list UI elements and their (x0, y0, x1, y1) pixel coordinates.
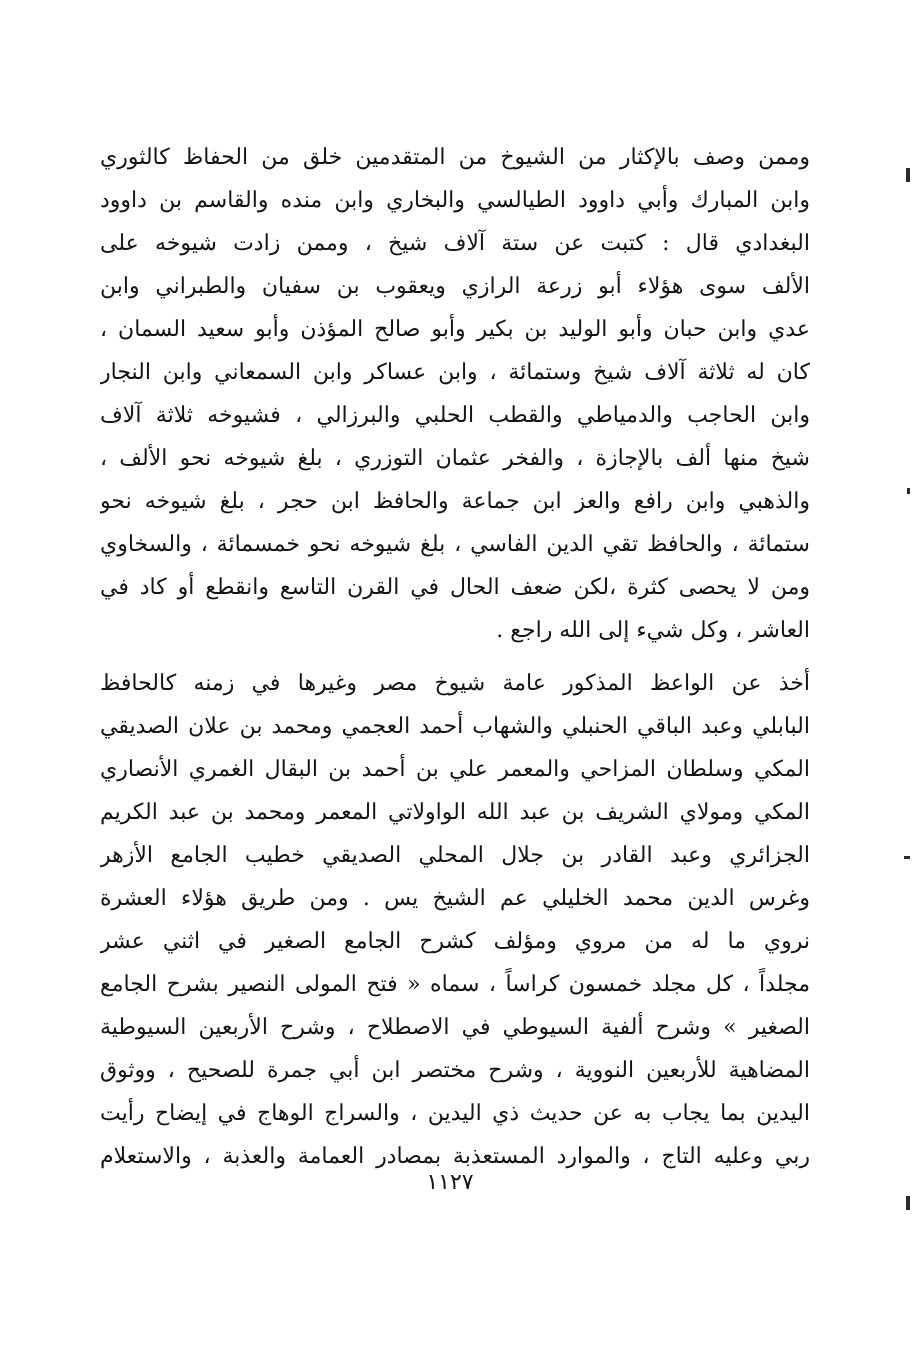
text-line: وممن وصف بالإكثار من الشيوخ من المتقدمين خلق من الحفاظ كالثوري (100, 145, 810, 170)
text-line: البغدادي قال : كتبت عن ستة آلاف شيخ ، وممن زادت شيوخه على (100, 231, 810, 256)
text-line: ربي وعليه التاج ، والموارد المستعذبة بمصادر العمامة والعذبة ، والاستعلام (100, 1144, 810, 1169)
text-line: الجزائري وعبد القادر بن جلال المحلي الصديقي خطيب الجامع الأزهر (100, 843, 810, 868)
text-line: وابن المبارك وأبي داوود الطيالسي والبخاري وابن منده والقاسم بن داوود (100, 188, 810, 213)
page-number: ١١٢٧ (426, 1170, 474, 1195)
text-line: المكي وسلطان المزاحي والمعمر علي بن أحمد بن البقال الغمري الأنصاري (100, 757, 810, 782)
text-line: وغرس الدين محمد الخليلي عم الشيخ يس . ومن طريق هؤلاء العشرة (100, 886, 810, 911)
text-line: شيخ منها ألف بالإجازة ، والفخر عثمان التوزري ، بلغ شيوخه نحو الألف ، (100, 446, 810, 471)
text-line: والذهبي وابن رافع والعز ابن جماعة والحافظ ابن حجر ، بلغ شيوخه نحو (100, 489, 810, 514)
text-line: العاشر ، وكل شيء إلى الله راجع . (496, 618, 810, 643)
text-line: مجلداً ، كل مجلد خمسون كراساً ، سماه « فتح المولى النصير بشرح الجامع (100, 972, 810, 997)
text-line: ستمائة ، والحافظ تقي الدين الفاسي ، بلغ شيوخه نحو خمسمائة ، والسخاوي (100, 532, 810, 557)
text-line: ومن لا يحصى كثرة ،لكن ضعف الحال في القرن التاسع وانقطع أو كاد في (100, 575, 810, 600)
scan-edge-mark (906, 168, 910, 182)
text-line: المضاهية للأربعين النووية ، وشرح مختصر ابن أبي جمرة للصحيح ، ووثوق (100, 1058, 810, 1083)
paragraph-2 (100, 662, 810, 1178)
text-line: وابن الحاجب والدمياطي والقطب الحلبي والبرزالي ، فشيوخه ثلاثة آلاف (100, 403, 810, 428)
text-line: نروي ما له من مروي ومؤلف كشرح الجامع الصغير في اثني عشر (100, 929, 810, 954)
text-line: المكي ومولاي الشريف بن عبد الله الواولاتي المعمر ومحمد بن عبد الكريم (100, 800, 810, 825)
text-line: أخذ عن الواعظ المذكور عامة شيوخ مصر وغيرها في زمنه كالحافظ (100, 671, 810, 696)
scan-edge-mark (907, 488, 910, 494)
text-line: عدي وابن حبان وأبو الوليد بن بكير وأبو صالح المؤذن وأبو سعيد السمان ، (100, 317, 810, 342)
text-line: الألف سوى هؤلاء أبو زرعة الرازي ويعقوب بن سفيان والطبراني وابن (100, 274, 810, 299)
scan-edge-mark (904, 856, 910, 859)
paragraph-1 (100, 136, 810, 652)
scan-edge-mark (906, 1196, 910, 1210)
text-line: كان له ثلاثة آلاف شيخ وستمائة ، وابن عساكر وابن السمعاني وابن النجار (100, 360, 810, 385)
text-line: اليدين بما يجاب به عن حديث ذي اليدين ، والسراج الوهاج في إيضاح رأيت (100, 1101, 810, 1126)
text-line: الصغير » وشرح ألفية السيوطي في الاصطلاح ، وشرح الأربعين السيوطية (100, 1015, 810, 1040)
text-line: البابلي وعبد الباقي الحنبلي والشهاب أحمد العجمي ومحمد بن علان الصديقي (100, 714, 810, 739)
